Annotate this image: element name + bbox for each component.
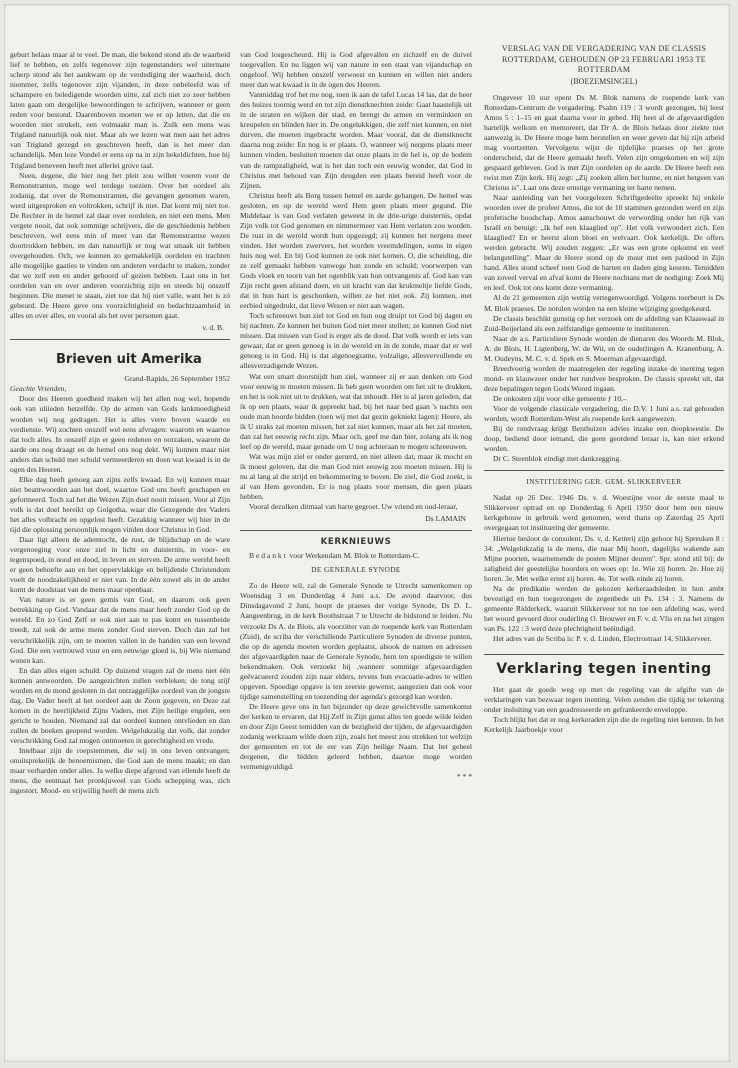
article-paragraph: Elke dag heeft genoeg aan zijns zelfs kwaad. En wij kunnen maar niet beantwoorden aan het doel, waartoe God ons heeft geschapen en geformeerd. Toch zal het die Wezen Zijn doel nooit missen. Voor al Zijn volk is dat doel bereikt op Golgotha, waar die Gezegende des Vaders het alles volbracht en opgelost heeft. Gezakkig wanneer wij hier in de tijd die oplossing persoonlijk mogen vinden door Christus in God. [10, 474, 230, 535]
article-paragraph: Intelbaar zijn de roepstemmen, die wij in ons leven ontvangen; onuitsprekelijk de benoemismen, die God aan de mens maakt; en dan maar verharden onder alles. Ja welke diepe afgrond van ellende heeft de mens, die eenmaal het pronkjuweel van Gods schepping was, zich ingestort. Mood- en vrijwillig heeft de mens zich [10, 746, 230, 796]
article-paragraph: Bij de rondvraag krijgt Benthuizen advies inzake een doopkwestie. De doop, bediend door iemand, die geen geordend leraar is, kan niet erkend worden. [484, 424, 724, 454]
column-right [484, 44, 724, 735]
salutation: Geachte Vrienden, [10, 384, 67, 394]
article-paragraph: geburt helaas maar al te veel. De man, die bekend stond als de waarheid lief te hebben, en zelfs tegenover zijn tegenstanders wel uitermate scherp stond als het aankwam op de verdediging der waarheid, doch niemmer, zelfs tegenover zijn vijanden, in deze onbeleefd was of schampere en beledigende woorden uitte, zal zich niet zo zeer hebben laten gaan om dergelijke bewoordingen te schrijven, wanneer er geen reden voor bestond. Daarenboven moeten we er op letten, dat die en woorden niet strukelt, een volmaakt man is. Zulk een mens was Trigland natuurlijk ook niet. Maar als we lezen wat men aan het adres van Trigland gezegd en geschreven heeft, dan is het meer dan schandelijk. Men leze Vondel er eens op na in zijn hekeldichten, hoe hij Trigland beneveen heeft met allerlei grove taal. [10, 50, 230, 170]
article-paragraph: De onkosten zijn voor elke gemeente ƒ 10,– [493, 393, 627, 403]
divider [484, 654, 724, 655]
article-paragraph: Naar aanleiding van het voorgelezen Schriftgedeelte spreekt hij enkele woorden over de profeet Amos, die tot de 10 stammen gezonden werd en zijn profetische boodschap. Amos aanschouwt de verwording onder het rijk van Israël en betuigt: „Ik hef een klaaglied op". Het volk verwondert zich. Een klaaglied? En er heerst alom bloei en welvaart. Ook kerkelijk. De offers werden gebracht. Wij zouden zeggen: „Er was een grote opkomst en veel belangstelling". Maar de Heere stond op de muur met een paslood in Zijn hand. Alles stond scheef toen God de harten en daden ging keuren. Temidden van zoveel verval en afval komt de Heere nochtans met de nodiging: Zoek Mij en leef. Ook tot ons komt deze vermaning. [484, 193, 724, 293]
article-paragraph: Naar de a.s. Particuliere Synode worden de dienaren des Woords M. Blok, A. de Blois, H. Ligtenberg, W. de Wit, en de ouderlingen A. Kranenburg, A. M. Oudeyns, M. C. v. d. Spek en S. Moerman afgevaardigd. [484, 333, 724, 363]
article-paragraph: Daar ligt alleen de ademtocht, de rust, de blijdschap en de ware vergenoeging voor onze ziel in licht en duisternis, in voor- en tegenspoed, in nood en dood, in leven en sterven. De arme wereld heeft er geen behoefte aan en het oppervlakkige en belijdende Christendom voelt de noodzakelijkheid er niet van. In de één zowel als in de ander komt de doodstaat van de mens maar openbaar. [10, 535, 230, 595]
headline-brieven-uit-amerika: Brieven uit Amerika [56, 352, 202, 368]
column-left [10, 50, 230, 796]
divider [484, 470, 724, 471]
newspaper-page [4, 4, 730, 1062]
article-paragraph: Zo de Heere wil, zal de Generale Synode te Utrecht samenkomen op Woensdag 3 en Donderdag 4 Juni a.s. De avond daarvoor, dus Dinsdagavond 2 Juni, hoopt de praeses der vorige Synode, Ds D. L. Aangeenbrug, in de kerk Boothstraat 7 te Utrecht de bidstond te leiden. Nu verzoekt Ds A. de Blois, als voorzitter van de roepende kerk van Rotterdam (Zuid), de scriba der verschillende Particuliere Synoden de diverse punten, die op de agenda moeten worden geplaatst, alsook de namen en adressen der afgevaardigden naar de Generale Synode, hem ten spoedigste te willen bekendmaken. Ook verzoekt hij ,wanneer sommige afgevaardigden geëvacueerd zouden zijn naar elders, tevens hun evacuatie-adres te willen opgeven. Spoedige opgave is ten zeerste gewenst, aangezien dan ook voor tijdige samenstelling en toezending der agenda's gezorgd kan worden. [240, 581, 472, 701]
article-paragraph: Het gaat de goede weg op met de regeling van de afgifte van de verklaringen van bezwaar tegen inenting. Velen zenden die tijdig ter tekening onder insluiting van een geadresseerde en gefrankeerde enveloppe. [484, 685, 724, 715]
end-mark: * * * [456, 772, 472, 782]
article-paragraph: Toch blijkt het dat er nog kerkeraden zijn die de regeling niet kennen. In het Kerkelijk Jaarboekje voor [484, 715, 724, 735]
subheading-generale-synode: DE GENERALE SYNODE [311, 565, 401, 575]
signature: Ds LAMAIN [425, 514, 466, 524]
article-paragraph: Dr C. Steenblok eindigt met dankzegging. [493, 454, 622, 464]
article-paragraph: Door des Heeren goedheid maken wij het allen nog wel, hopende ook van uliieden hetzelfde. Op de armen van Gods lankmoedigheid worden wij nog gedragen. Het is alles verre boven waarde en verdienste. Wij zochten onszelf wel eens afvragen: waarom en waartoe dat toch alles. In onszelf zijn er geen redenen en oorzaken, waarom de aarde ons nog draagt en de hemel ons nog dekt. Wij kunnen maar niet anders dan schuld met schuld vermeerderen en doen wat kwaad is in de ogen des Heeren. [10, 394, 230, 474]
section-heading-kerknieuws: KERKNIEUWS [320, 537, 392, 548]
article-paragraph: Hiertoe besloot de consulent, Ds. v. d. Ketterij zijn geboor bij Spreuken 8 : 34: „Welgelukzalig is de mens, die naar Mij hoort, dagelijks wakende aan Mijne poorten, waarnemende de posten Mijner deuren". Spr. stond stil bij: de zaligheid der geestelijke hoorders en woes op: 1e. Wie zij horen. 2e. Hoe zij horen. 3e. Met welke ernst zij horen. 4e. Tot welk einde zij horen. [484, 533, 724, 583]
article-paragraph: Wat was mijn ziel er onder gerœrd, en niet alleen dat, maar ik mocht en ik moest geloven, dat die man God niet eeuwig zou moeten missen. Hij is nu al lang al die strijd en bekommering te boven. De ziel, die God zoekt, is al van Hem gevonden. Er is nog plaats voor mensen, die geen plaats hebben. [240, 451, 472, 502]
article-paragraph: De classis beschikt gunstig op het verzoek om de afdeling van Klaaswaal in Zuid-Beijerland als een zelfstandige gemeente te instituteren. [484, 313, 724, 333]
article-paragraph: Al de 21 gemeenten zijn wettig vertegenwoordigd. Volgens toerbeurt is Ds M. Blok praeses. De notulen worden na een kleine wijziging goedgekeurd. [484, 293, 724, 313]
article-paragraph: Nadat op 26 Dec. 1946 Ds. v. d. Woestijne voor de eerste maal te Slikkerveer optrad en op Donderdag 6 April 1950 door hem een nieuw kerkgebouw in gebruik werd genomen, werd thans op Zaterdag 25 April overgegaan tot instituering der gemeente. [484, 493, 724, 533]
divider [10, 339, 230, 340]
article-paragraph: Voor de volgende classicale vergadering, die D.V. 1 Juni a.s. zal gehouden worden, wordt Rotterdam-West als roepende kerk aangewezen. [484, 404, 724, 424]
divider [240, 530, 472, 531]
headline-verklaring-tegen-inenting: Verklaring tegen inenting [496, 661, 712, 678]
article-paragraph: Toch schreeuwt hun ziel tot God en hun oog druipt tot God bij dagen en bij nachten. Ze kunnen het buiten God niet meer stellen; ze kunnen God niet missen. Dat missen van God is erger als de dood. Dat volk wordt er iets van gewaar, dat er geen genoeg is in de wereld en in de zonde, maar dat er wel genoeg is in God. Hij is dat algenoegzame, volzalige, allesvervullende en allesverzadigende Wezen. [240, 311, 472, 371]
headline-verslag: VERSLAG VAN DE VERGADERING VAN DE CLASSIS ROTTERDAM, GEHOUDEN OP 23 FEBRUARI 1953 TE ROTTERDAM [501, 44, 707, 74]
article-paragraph: Neen, degene, die hier nog het pleit zou willen voeren voor de Remonstranten, moge wel terdege toezien. Over het oordeel als zodanig, dat over de Remonstranten, die gevangen genomen waren, werd uitgesproken en voltrokken, schrijf ik niet. Dat komt mij niet toe. De Rechter in de hemel zal daar over oordelen, en niet een mens. Men vergete nooit, dat ook sommige schrijvers, die de geschiedenis hebben beschreven, wel eens min of meer van dat Remonstrantse wezen doortrokken hebben, en dan natuurlijk er nog wat smaak uit hebben overgehouden. Och, we kunnen zo gemakkelijk oordelen en trachten alle mogelijke gaaties te vinden om anderen verdacht te maken, zonder dat we zelf een en ander gehoord of gezien hebben. Laat ons in het oordelen van en over anderen voorzichtig zijn en steeds bij onszelf beginnen. Die menet te staan, ziet toe dat hij niet valle, want het is zó gebeurd. De Heere geve ons voorzichtigheid en bedachtzaamheid in alles en over alles, en vooral als het over personen gaat. [10, 170, 230, 321]
article-paragraph: Van nature is er geen gemis van God, en daarom ook geen betrekking op God. Vandaar dat de mens maar heeft zonder God op de wereld. En zo God Zelf er ook niet aan te pas komt en tussenbeide treedt, zal ook de arme mens zonder God sterven. Doch dan zal het verschrikkelijk zijn, om te moeten vallen in de handen van een levend God. Die een vertrouwd vuur en een eeuwige gloed is, bij Wie niemand wonen kan. [10, 595, 230, 665]
headline-instituering: INSTITUERING GER. GEM. SLIKKERVEER [526, 477, 682, 487]
headline-verslag-sub: (BOEZEMSINGEL) [570, 76, 638, 86]
signature: v. d. B. [202, 323, 224, 333]
article-paragraph: De Heere geve ons in het bijzonder op deze gewichtvolle samenkomst der kerken te ervaren, dat Hij Zelf in Zijn gunst alles ten goede wilde leiden en door Zijn Geest temidden van de bezigheid der tijden, de afgevaardigden zodanig werkzaam wilde doen zijn, zoals het meest zou strekken tot welzijn der gemeenten en tot de eer van Zijn heilige Naam. Dat het geheel dergenen, die bidden geleerd hebben, daartoe moge worden vermenigvuldigd. [240, 701, 472, 772]
article-paragraph: Wat een smart doorsnijdt hun ziel, wanneer zij er aan denken om God voor eeuwig te moeten missen. Ik heb geen woorden om het uit te drukken, en het is ook niet uit te drukken, wat dat inhoudt. Het is al jaren geleden, dat ik op een plaats, waar ik gepreekt had, bij het naar bed gaan 's nachts een oude man hoorde bidden (toen wij met dat gezin gekniekt lagen): Heere, als ik U straks zal moeten missen, het zal niet kunnen, maar als het zal moeten, dan zal het eeuwig recht zijn. Maar och, geef me dan hier, zolang als ik nog leef op de wereld, maar genade om U nog achteraan te mogen schreeuwen. [240, 371, 472, 451]
column-middle [240, 50, 472, 782]
article-paragraph: Vooral dezulken ditmaal van harte gegroet. Uw vriend en oud-leraar, [249, 502, 458, 512]
article-paragraph: Christus heeft als Borg tussen hemel en aarde gehangen. De hemel was gesloten, en op de wereld werd Hem geen plaats meer gegund. Die Middelaar is van God verlaten geweest in de drie-urige duisternis, opdat Zijn volk tot God genomen en nimmermeer van Hem verlaten zou worden. De rust in de wereld wordt hun opgezegd; zij kunnen het nergens meer vinden. Het worden zwervers, het worden vreemdelingen, soms in eigen huis nog wel. En bij God kunnen ze ook niet komen. O, die scheiding, die ze zelf gemaakt hebben vanwege hun zonde en schuld; voorwerpen van Gods vloek en toorn van het ogenblik van hun ontvangenis af. God kan van Zijn recht geen afstand doen, en uit kracht van dat krukmeltje liefde Gods, dat in hun hart is geschonken, willen ze het niet ook. Zij kunnen, met eerbied uitgedrukt, dat lieve Wezen er niet aan wagen. [240, 190, 472, 311]
article-paragraph: Na de predikatie werden de gekozen kerkeraadsleden in hun ambt bevestigd en hun toegezongen de zegenbede uit Ps. 134 : 3. Namens de gemeente Ridderkerk, waaruit Slikkerveer tot nu toe een afdeling was, werd het woord gevoerd door ouderling O. Brouwer en F. v. d. Vlis en na het zingen van Ps. 122 : 3 werd deze plechtigheid beëindigd. [484, 583, 724, 633]
article-paragraph: Vanmiddag trof het me nog, toen ik aan de tafel Lucas 14 las, dat de heer des huizes toornig werd en tot zijn dienstknechten zeide: Gaat haastelijk uit in de straten en wijken der stad, en brengt de armen en verminkten en kreupelen en blinden hier in. De ongelukkigen, die zelf niet kunnen, en niet durven, die moeten ingebracht worden. Maar vooral, dat de dienstknecht daarna nog zeide: En nog is er plaats. O, wanneer wij nergens plaats meer kunnen vinden, besluiten moeten dat onze plaats in de hel is, op de bodem van de rampzaligheid, wat is het dan toch een eeuwig wonder, dat God in Christus met behoud van Zijn deugden een plaats bereid heeft voor de Zijnen. [240, 90, 472, 190]
article-paragraph: Ongeveer 10 uur opent Ds M. Blok namens de roepende kerk van Rotterdam-Centrum de vergadering. Psalm 119 : 3 wordt gezongen, hij leest Amos 5 : 1–15 en gaat daarna voor in gebed. Hij heet al de afgevaardigden hartelijk welkom en memoreert, dat Dr A. de Blois helaas door ziekte niet aanwezig is. De Heere moge hem herstellen en weer geven dat hij zijn arbeid mag voortzetten. Vervolgens wijst de tijdelijke praeses op het grote onderscheid, dat de Heere gemaakt heeft. Velen zijn omgekomen en wij zijn gespaard gebleven. God is met Zijn oordelen op de aarde. De Heere heeft een twist met Zijn kerk. Hij zegt: „Zij zoeken allen het hunne, en niet hetgeen van Christus is". Laat ons deze ernstige vermaning ter harte nemen. [484, 92, 724, 192]
article-paragraph: Het adres van de Scriba is: P. v. d. Linden, Electrostraat 14, Slikkerveer. [493, 633, 712, 643]
article-paragraph: van God losgescheurd. Hij is God afgevallen en zichzelf en de duivel toegevallen. En nu liggen wij van nature in een staat van vijandschap en ongeloof. Wij hebben onszelf verwoest en kunnen en willen niet anders meer dan wat kwaad is in de ogen des Heeren. [240, 50, 472, 90]
article-paragraph: Breedvoerig worden de maatregelen der regeling inzake de inenting tegen mond- en klauwzeer onder het rundvee besproken. De classis spreekt uit, dat deze bepalingen tegen Gods Woord ingaan. [484, 363, 724, 393]
article-paragraph: En dan alles eigen schuld. Op duizend vragen zal de mens niet één kunnen antwoorden. De aangezichten zullen verbleken; de tong stijf worden en de mond gesloten in dat ontzaggelijke oordeel van de jongste dag. De Vader heeft al het oordeel aan de Zoon gegeven, en Deze zal komen in de heerlijkheid Zijns Vaders, met Zijn heilige engelen, een gericht te houden. Niemand zal dat oordeel kunnen ontvlieden en dan zullen de boeken geopend worden. Welgelukzalig dat volk, dat zonder verschrikking God zal mogen ontmoeten in gerechtigheid en vrede. [10, 665, 230, 745]
notice: B e d a n k t voor Werkendam M. Blok te Rotterdam-C. [249, 551, 420, 561]
dateline: Grand-Rapids, 26 September 1952 [124, 374, 230, 384]
